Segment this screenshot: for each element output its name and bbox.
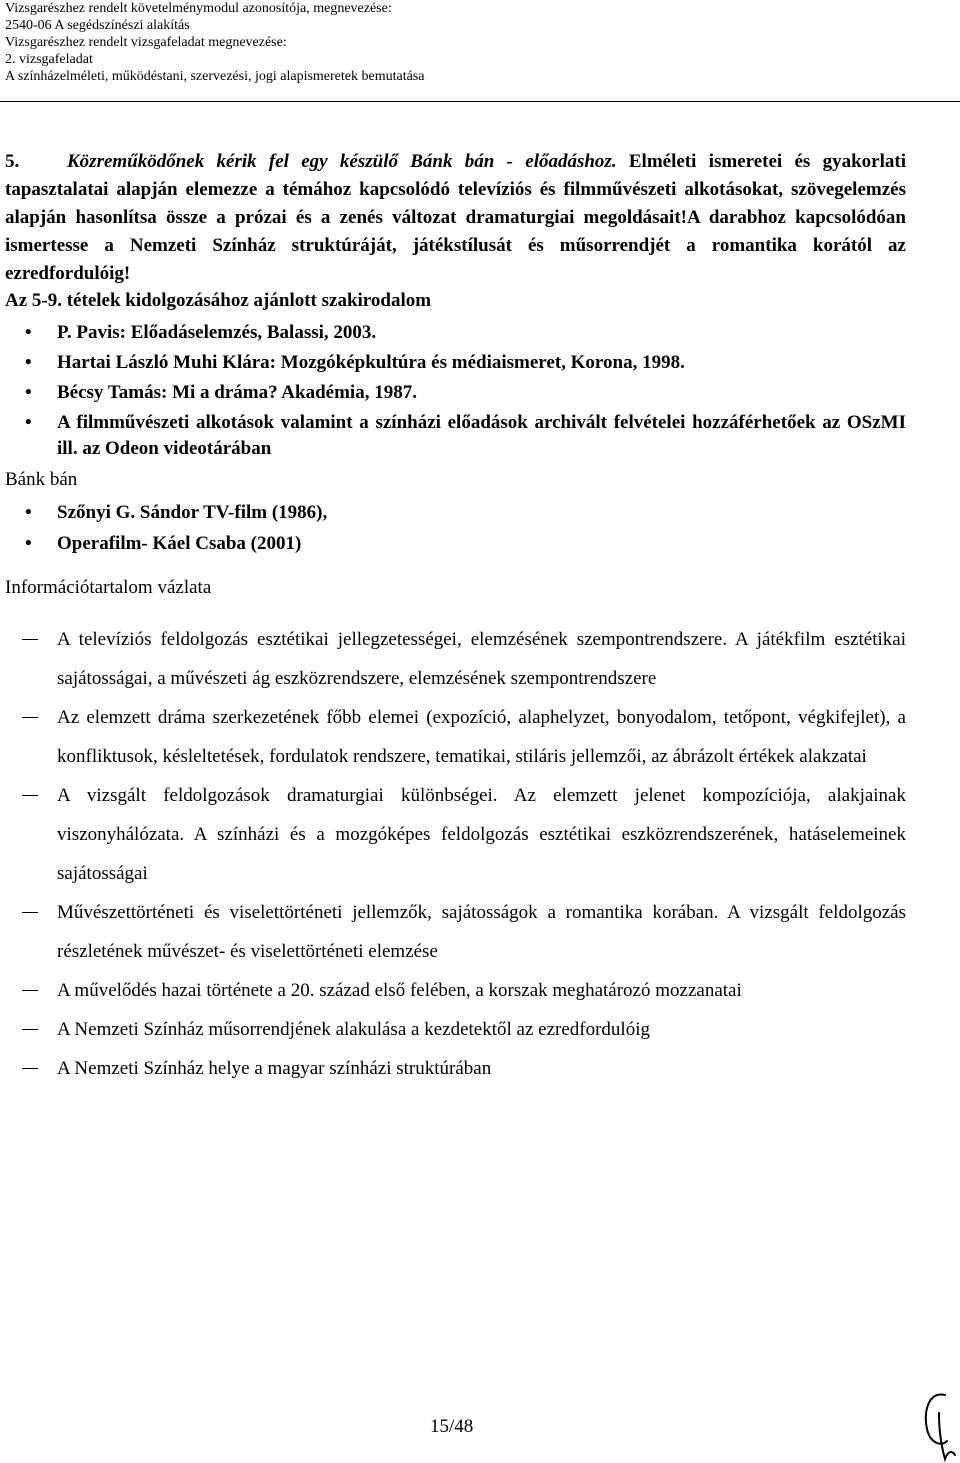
bullet-icon: •: [25, 502, 32, 523]
bank-ban-item: [0, 500, 906, 526]
task-description: [5, 148, 906, 288]
bank-ban-item-text: Szőnyi G. Sándor TV-film (1986),: [57, 502, 328, 523]
info-item: [0, 971, 906, 1010]
literature-list: [0, 320, 906, 466]
task-lead: Közreműködőnek kérik fel egy készülő Bánk bán - előadáshoz.: [67, 151, 617, 172]
info-item: [0, 698, 906, 776]
task-body: Elméleti ismeretei és gyakorlati tapasztalatai alapján elemezze a témához kapcsolódó televíziós és filmművészeti alkotásokat, szövegelemzés alapján hasonlítsa össze a prózai és a zenés változat dramaturgiai megoldásait!A darabhoz kapcsolódóan ismertesse a Nemzeti Színház struktúráját, játékstílusát és műsorrendjét a romantika korától az ezredfordulóig!: [5, 151, 906, 284]
signature-icon: [915, 1383, 959, 1463]
bank-ban-item: [0, 531, 906, 557]
literature-heading: Az 5-9. tételek kidolgozásához ajánlott szakirodalom: [5, 290, 432, 311]
bank-ban-title: Bánk bán: [5, 469, 78, 490]
info-item-text: A vizsgált feldolgozások dramaturgiai különbségei. Az elemzett jelenet kompozíciója, alakjainak viszonyhálózata. A színházi és a mozgóképes feldolgozás esztétikai eszközrendszerének, hatáselemeinek sajátosságai: [57, 785, 906, 884]
header-line: A színházelméleti, működéstani, szervezési, jogi alapismeretek bemutatása: [5, 69, 425, 84]
info-item: [0, 1010, 906, 1049]
bullet-icon: •: [25, 322, 32, 343]
bank-ban-list: [0, 500, 906, 562]
dash-icon: [22, 990, 38, 991]
dash-icon: [22, 912, 38, 913]
literature-item-text: Hartai László Muhi Klára: Mozgóképkultúra és médiaismeret, Korona, 1998.: [57, 352, 685, 373]
header-line: 2. vizsgafeladat: [5, 52, 93, 67]
info-item: [0, 620, 906, 698]
literature-item: [0, 410, 906, 462]
dash-icon: [22, 717, 38, 718]
page-header: [5, 0, 424, 85]
info-item-text: A Nemzeti Színház helye a magyar színházi struktúrában: [57, 1058, 492, 1079]
task-number: 5.: [5, 151, 20, 172]
header-line: Vizsgarészhez rendelt követelménymodul azonosítója, megnevezése:: [5, 1, 392, 16]
header-divider: [0, 101, 960, 102]
info-item-text: Az elemzett dráma szerkezetének főbb elemei (expozíció, alaphelyzet, bonyodalom, tetőpont, végkifejlet), a konfliktusok, késleltetések, fordulatok rendszere, tematikai, stiláris jellemzői, az ábrázolt értékek alakzatai: [57, 707, 906, 767]
literature-item: [0, 320, 906, 346]
bullet-icon: •: [25, 382, 32, 403]
info-item-text: A művelődés hazai története a 20. század első felében, a korszak meghatározó mozzanatai: [57, 980, 742, 1001]
header-line: Vizsgarészhez rendelt vizsgafeladat megnevezése:: [5, 35, 287, 50]
info-item-text: A Nemzeti Színház műsorrendjének alakulása a kezdetektől az ezredfordulóig: [57, 1019, 650, 1040]
bullet-icon: •: [25, 533, 32, 554]
dash-icon: [22, 1068, 38, 1069]
info-title: Információtartalom vázlata: [5, 577, 212, 598]
literature-item-text: P. Pavis: Előadáselemzés, Balassi, 2003.: [57, 322, 377, 343]
page-number: 15/48: [430, 1416, 474, 1437]
literature-item-text: A filmművészeti alkotások valamint a színházi előadások archivált felvételei hozzáférhetőek az OSzMI ill. az Odeon videotárában: [57, 412, 906, 459]
literature-item: [0, 380, 906, 406]
dash-icon: [22, 1029, 38, 1030]
info-item-text: A televíziós feldolgozás esztétikai jellegzetességei, elemzésének szempontrendszere. A játékfilm esztétikai sajátosságai, a művészeti ág eszközrendszere, elemzésének szempontrendszere: [57, 629, 906, 689]
info-item: [0, 1049, 906, 1088]
bullet-icon: •: [25, 412, 32, 433]
info-list: [0, 620, 906, 1088]
dash-icon: [22, 795, 38, 796]
header-line: 2540-06 A segédszínészi alakítás: [5, 18, 190, 33]
info-item: [0, 893, 906, 971]
bank-ban-item-text: Operafilm- Káel Csaba (2001): [57, 533, 302, 554]
literature-item-text: Bécsy Tamás: Mi a dráma? Akadémia, 1987.: [57, 382, 417, 403]
dash-icon: [22, 639, 38, 640]
info-item: [0, 776, 906, 893]
bullet-icon: •: [25, 352, 32, 373]
info-item-text: Művészettörténeti és viselettörténeti jellemzők, sajátosságok a romantika korában. A vizsgált feldolgozás részletének művészet- és viselettörténeti elemzése: [57, 902, 906, 962]
literature-item: [0, 350, 906, 376]
